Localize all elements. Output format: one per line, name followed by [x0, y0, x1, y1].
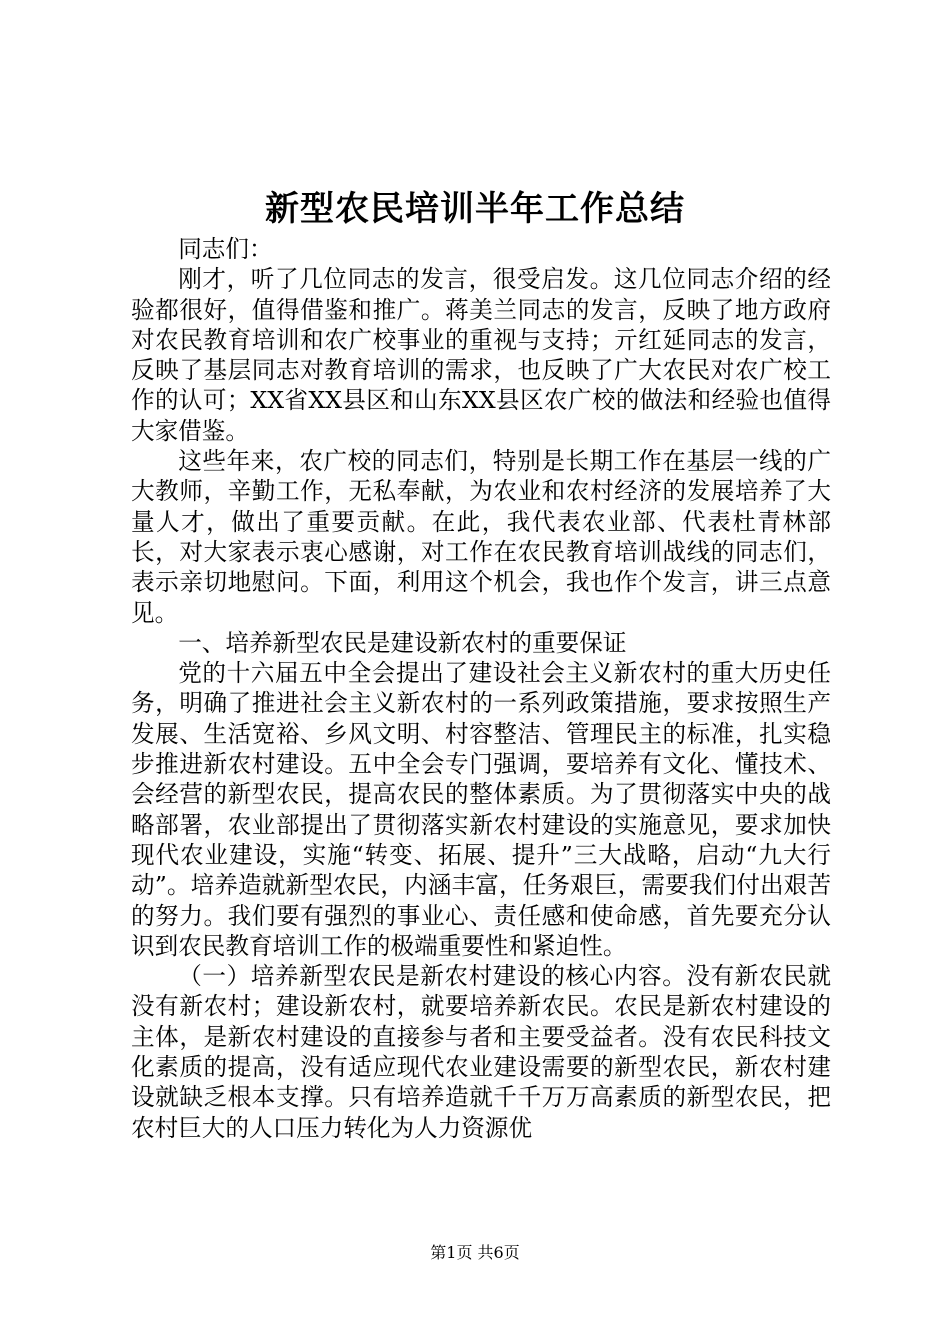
paragraph-section-1: 党的十六届五中全会提出了建设社会主义新农村的重大历史任务，明确了推进社会主义新农村的一系列政策措施，要求按照生产发展、生活宽裕、乡风文明、村容整洁、管理民主的标准，扎实稳步推进新农村建设。五中全会专门强调，要培养有文化、懂技术、会经营的新型农民，提高农民的整体素质。为了贯彻落实中央的战略部署，农业部提出了贯彻落实新农村建设的实施意见，要求加快现代农业建设，实施“转变、拓展、提升”三大战略，启动“九大行动”。培养造就新型农民，内涵丰富，任务艰巨，需要我们付出艰苦的努力。我们要有强烈的事业心、责任感和使命感，首先要充分认识到农民教育培训工作的极端重要性和紧迫性。	[131, 659, 831, 960]
paragraph-salutation: 同志们：	[178, 235, 273, 263]
paragraph-subsection-1: （一）培养新型农民是新农村建设的核心内容。没有新农民就没有新农村；建设新农村，就要培养新农民。农民是新农村建设的主体，是新农村建设的直接参与者和主要受益者。没有农民科技文化素质的提高，没有适应现代农业建设需要的新型农民，新农村建设就缺乏根本支撑。只有培养造就千千万万高素质的新型农民，把农村巨大的人口压力转化为人力资源优	[131, 962, 831, 1142]
section-heading-1: 一、培养新型农民是建设新农村的重要保证	[178, 628, 627, 657]
document-body	[131, 234, 831, 1143]
document-title: 新型农民培训半年工作总结	[265, 189, 685, 229]
page-number-footer: 第1页 共6页	[430, 1243, 520, 1262]
paragraph-opening: 刚才，听了几位同志的发言，很受启发。这几位同志介绍的经验都很好，值得借鉴和推广。蒋美兰同志的发言，反映了地方政府对农民教育培训和农广校事业的重视与支持；亓红延同志的发言，反映了基层同志对教育培训的需求，也反映了广大农民对农广校工作的认可；XX省XX县区和山东XX县区农广校的做法和经验也值得大家借鉴。	[131, 265, 831, 445]
paragraph-thanks: 这些年来，农广校的同志们，特别是长期工作在基层一线的广大教师，辛勤工作，无私奉献，为农业和农村经济的发展培养了大量人才，做出了重要贡献。在此，我代表农业部、代表杜青林部长，对大家表示衷心感谢，对工作在农民教育培训战线的同志们，表示亲切地慰问。下面，利用这个机会，我也作个发言，讲三点意见。	[131, 447, 831, 627]
